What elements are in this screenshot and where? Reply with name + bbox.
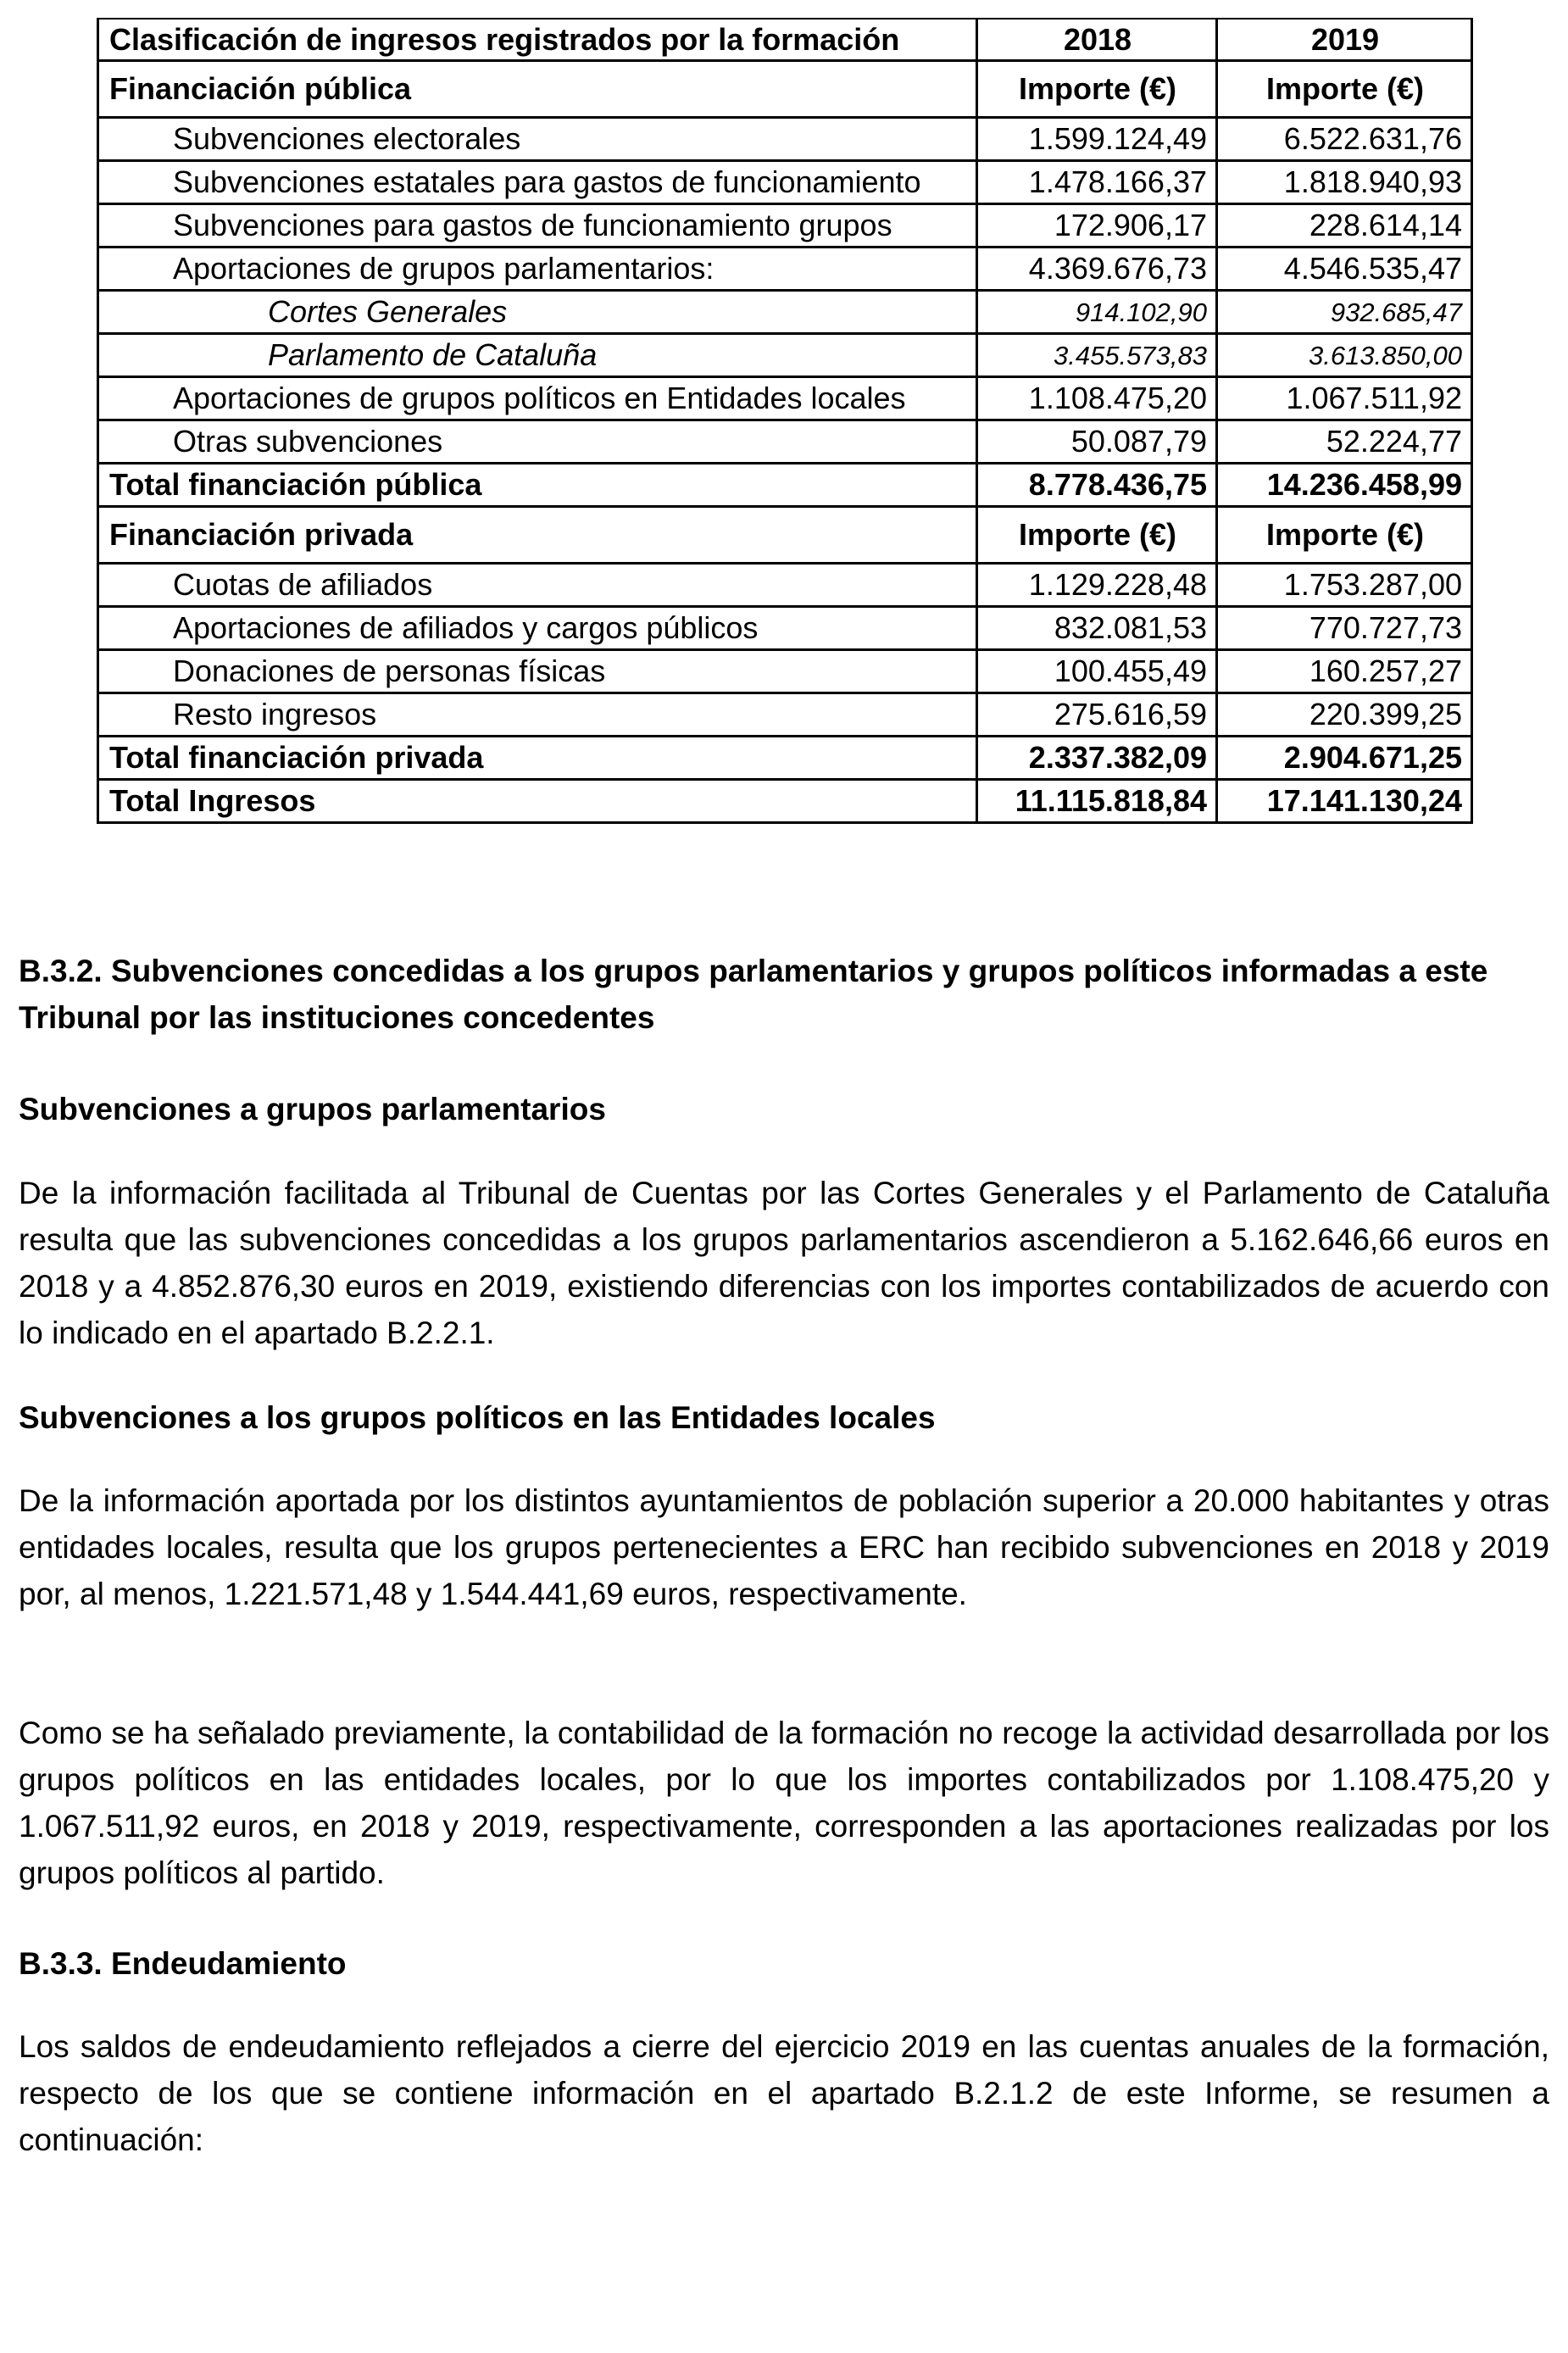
value-2018: 172.906,17 — [977, 204, 1217, 248]
total-2019: 14.236.458,99 — [1217, 464, 1472, 507]
value-2019: 6.522.631,76 — [1217, 118, 1472, 161]
column-unit-2019: Importe (€) — [1217, 61, 1472, 118]
table-row — [98, 420, 1472, 464]
value-2019: 1.753.287,00 — [1217, 564, 1472, 607]
subheading-grupos-parlamentarios: Subvenciones a grupos parlamentarios — [19, 1092, 606, 1126]
value-2018: 100.455,49 — [977, 650, 1217, 693]
section-heading-b332: B.3.2. Subvenciones concedidas a los grupos parlamentarios y grupos políticos informadas a este Tribunal por las instituciones concedentes — [19, 954, 1488, 1035]
value-2019: 932.685,47 — [1217, 291, 1472, 334]
row-label: Donaciones de personas físicas — [98, 650, 977, 693]
value-2018: 1.108.475,20 — [977, 377, 1217, 420]
grand-total-row — [98, 780, 1472, 823]
paragraph-entidades-locales: De la información aportada por los distintos ayuntamientos de población superior a 20.000 habitantes y otras entidades locales, resulta que los grupos pertenecientes a ERC han recibido subvenciones en 2018 y 2019 por, al menos, 1.221.571,48 y 1.544.441,69 euros, respectivamente. — [19, 1483, 1549, 1611]
value-2019: 1.067.511,92 — [1217, 377, 1472, 420]
row-label: Cuotas de afiliados — [98, 564, 977, 607]
section-heading-b333: B.3.3. Endeudamiento — [19, 1946, 347, 1981]
table-row — [98, 650, 1472, 693]
total-label: Total financiación privada — [98, 737, 977, 780]
grand-total-2018: 11.115.818,84 — [977, 780, 1217, 823]
row-label: Subvenciones estatales para gastos de funcionamiento — [98, 161, 977, 204]
grand-total-label: Total Ingresos — [98, 780, 977, 823]
value-2018: 914.102,90 — [977, 291, 1217, 334]
row-label: Aportaciones de grupos políticos en Entidades locales — [98, 377, 977, 420]
value-2018: 50.087,79 — [977, 420, 1217, 464]
value-2018: 275.616,59 — [977, 693, 1217, 737]
row-label: Aportaciones de afiliados y cargos públicos — [98, 607, 977, 650]
grand-total-2019: 17.141.130,24 — [1217, 780, 1472, 823]
table-row — [98, 204, 1472, 248]
header-year-2019: 2019 — [1217, 19, 1472, 61]
header-label: Clasificación de ingresos registrados por la formación — [98, 19, 977, 61]
subheading-entidades-locales: Subvenciones a los grupos políticos en las Entidades locales — [19, 1400, 936, 1435]
value-2018: 832.081,53 — [977, 607, 1217, 650]
value-2019: 3.613.850,00 — [1217, 334, 1472, 377]
table-row — [98, 607, 1472, 650]
table-row — [98, 161, 1472, 204]
table-row — [98, 693, 1472, 737]
paragraph-contabilidad: Como se ha señalado previamente, la contabilidad de la formación no recoge la actividad desarrollada por los grupos políticos en las entidades locales, por lo que los importes contabilizados por 1.108.475,20 y 1.067.511,92 euros, en 2018 y 2019, respectivamente, corresponden a las aportaciones realizadas por los grupos políticos al partido. — [19, 1716, 1549, 1890]
total-label: Total financiación pública — [98, 464, 977, 507]
value-2018: 4.369.676,73 — [977, 248, 1217, 291]
value-2018: 1.478.166,37 — [977, 161, 1217, 204]
row-label: Subvenciones electorales — [98, 118, 977, 161]
total-2019: 2.904.671,25 — [1217, 737, 1472, 780]
table-row — [98, 248, 1472, 291]
column-unit-2018: Importe (€) — [977, 507, 1217, 564]
section-label: Financiación privada — [98, 507, 977, 564]
row-label: Otras subvenciones — [98, 420, 977, 464]
header-year-2018: 2018 — [977, 19, 1217, 61]
value-2019: 4.546.535,47 — [1217, 248, 1472, 291]
section-row-public — [98, 61, 1472, 118]
total-row-public — [98, 464, 1472, 507]
value-2019: 52.224,77 — [1217, 420, 1472, 464]
value-2019: 220.399,25 — [1217, 693, 1472, 737]
table-row — [98, 564, 1472, 607]
value-2019: 228.614,14 — [1217, 204, 1472, 248]
total-row-private — [98, 737, 1472, 780]
income-classification-table — [97, 18, 1473, 824]
paragraph-endeudamiento: Los saldos de endeudamiento reflejados a cierre del ejercicio 2019 en las cuentas anuales de la formación, respecto de los que se contiene información en el apartado B.2.1.2 de este Informe, se resumen a continuación: — [19, 2029, 1549, 2157]
table-subrow — [98, 334, 1472, 377]
column-unit-2019: Importe (€) — [1217, 507, 1472, 564]
value-2019: 1.818.940,93 — [1217, 161, 1472, 204]
table-row — [98, 377, 1472, 420]
value-2018: 1.129.228,48 — [977, 564, 1217, 607]
subrow-label: Parlamento de Cataluña — [98, 334, 977, 377]
paragraph-grupos-parlamentarios: De la información facilitada al Tribunal de Cuentas por las Cortes Generales y el Parlamento de Cataluña resulta que las subvenciones concedidas a los grupos parlamentarios ascendieron a 5.162.646,66 euros en 2018 y a 4.852.876,30 euros en 2019, existiendo diferencias con los importes contabilizados de acuerdo con lo indicado en el apartado B.2.2.1. — [19, 1176, 1549, 1350]
column-unit-2018: Importe (€) — [977, 61, 1217, 118]
section-row-private — [98, 507, 1472, 564]
row-label: Aportaciones de grupos parlamentarios: — [98, 248, 977, 291]
value-2018: 1.599.124,49 — [977, 118, 1217, 161]
row-label: Resto ingresos — [98, 693, 977, 737]
value-2019: 160.257,27 — [1217, 650, 1472, 693]
subrow-label: Cortes Generales — [98, 291, 977, 334]
table-row — [98, 118, 1472, 161]
total-2018: 8.778.436,75 — [977, 464, 1217, 507]
table-subrow — [98, 291, 1472, 334]
value-2018: 3.455.573,83 — [977, 334, 1217, 377]
section-label: Financiación pública — [98, 61, 977, 118]
table-header-row — [98, 19, 1472, 61]
row-label: Subvenciones para gastos de funcionamiento grupos — [98, 204, 977, 248]
total-2018: 2.337.382,09 — [977, 737, 1217, 780]
value-2019: 770.727,73 — [1217, 607, 1472, 650]
